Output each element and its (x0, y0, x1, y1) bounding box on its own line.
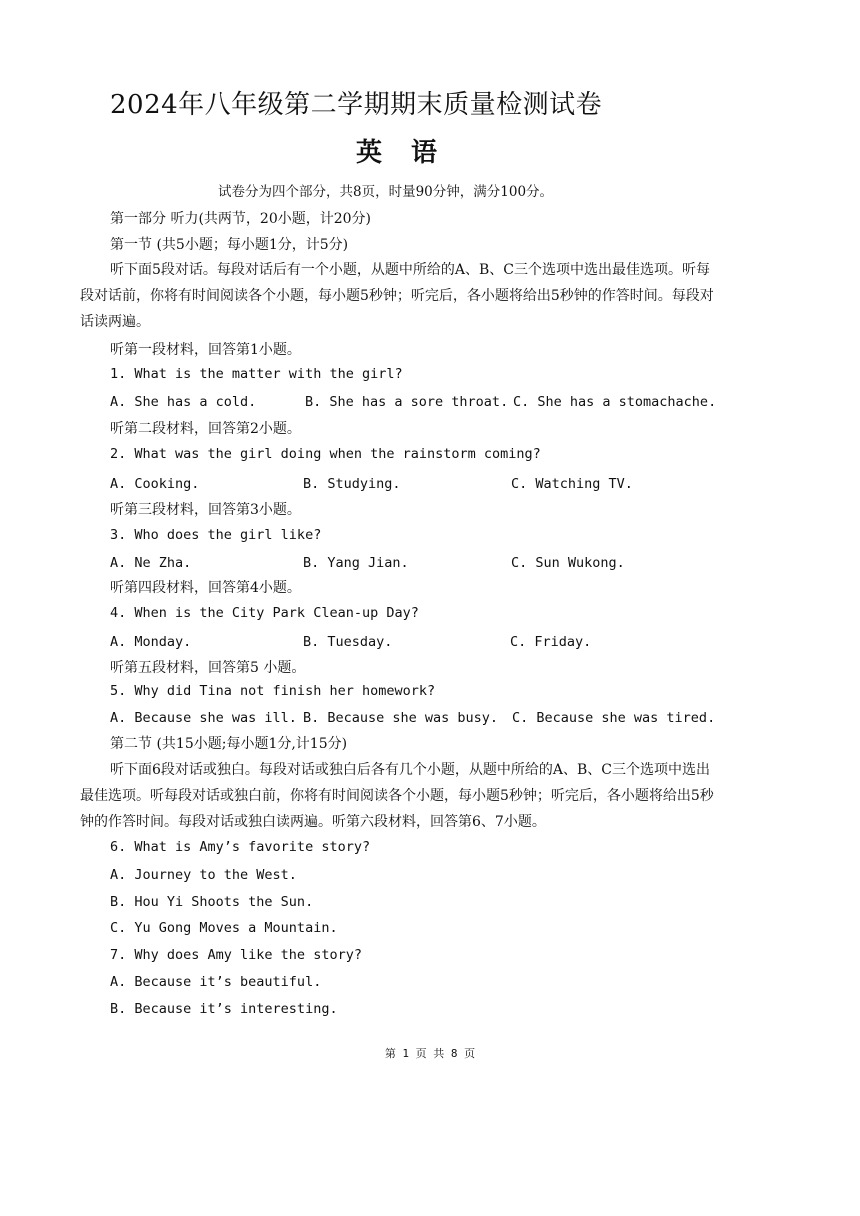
material-5: 听第五段材料，回答第5 小题。 (110, 660, 306, 676)
q4-option-b: B. Tuesday. (303, 634, 393, 650)
q2-option-b: B. Studying. (303, 476, 401, 492)
page-footer: 第 1 页 共 8 页 (384, 1047, 476, 1060)
section1-heading: 第一节 (共5小题；每小题1分，计5分) (110, 237, 349, 253)
q5-option-b: B. Because she was busy. (303, 710, 499, 726)
question-3: 3. Who does the girl like? (110, 527, 322, 543)
q1-option-a: A. She has a cold. (110, 394, 257, 410)
q7-option-b: B. Because it’s interesting. (110, 1001, 338, 1017)
q5-option-a: A. Because she was ill. (110, 710, 297, 726)
section1-intro: 听下面5段对话。每段对话后有一个小题，从题中所给的A、B、C三个选项中选出最佳选项。听每段对话前，你将有时间阅读各个小题，每小题5秒钟；听完后，各小题将给出5秒钟的作答时间。每段对话读两遍。 (80, 262, 714, 330)
material-1: 听第一段材料，回答第1小题。 (110, 342, 301, 358)
material-4: 听第四段材料，回答第4小题。 (110, 580, 301, 596)
question-2: 2. What was the girl doing when the rainstorm coming? (110, 446, 541, 462)
q3-option-a: A. Ne Zha. (110, 555, 192, 571)
question-4: 4. When is the City Park Clean-up Day? (110, 605, 419, 621)
q4-option-a: A. Monday. (110, 634, 192, 650)
section2-intro: 听下面6段对话或独白。每段对话或独白后各有几个小题，从题中所给的A、B、C三个选项中选出最佳选项。听每段对话或独白前，你将有时间阅读各个小题，每小题5秒钟；听完后，各小题将给出5秒钟的作答时间。每段对话或独白读两遍。听第六段材料，回答第6、7小题。 (80, 762, 714, 830)
material-2: 听第二段材料，回答第2小题。 (110, 421, 301, 437)
q6-option-c: C. Yu Gong Moves a Mountain. (110, 920, 338, 936)
exam-title: 2024年八年级第二学期期末质量检测试卷 (110, 90, 603, 120)
question-6: 6. What is Amy’s favorite story? (110, 839, 371, 855)
q4-option-c: C. Friday. (510, 634, 592, 650)
question-7: 7. Why does Amy like the story? (110, 947, 362, 963)
q1-option-c: C. She has a stomachache. (513, 394, 717, 410)
q2-option-a: A. Cooking. (110, 476, 200, 492)
section2-heading: 第二节 (共15小题;每小题1分,计15分) (110, 736, 348, 752)
part1-heading: 第一部分 听力(共两节，20小题，计20分) (110, 211, 372, 227)
q7-option-a: A. Because it’s beautiful. (110, 974, 322, 990)
q3-option-c: C. Sun Wukong. (511, 555, 625, 571)
q6-option-b: B. Hou Yi Shoots the Sun. (110, 894, 314, 910)
question-5: 5. Why did Tina not finish her homework? (110, 683, 436, 699)
material-3: 听第三段材料，回答第3小题。 (110, 502, 301, 518)
q2-option-c: C. Watching TV. (511, 476, 633, 492)
q1-option-b: B. She has a sore throat. (305, 394, 509, 410)
q5-option-c: C. Because she was tired. (512, 710, 716, 726)
q3-option-b: B. Yang Jian. (303, 555, 409, 571)
exam-info: 试卷分为四个部分，共8页，时量90分钟，满分100分。 (218, 184, 554, 200)
subject-title: 英 语 (356, 138, 448, 168)
question-1: 1. What is the matter with the girl? (110, 366, 403, 382)
q6-option-a: A. Journey to the West. (110, 867, 297, 883)
